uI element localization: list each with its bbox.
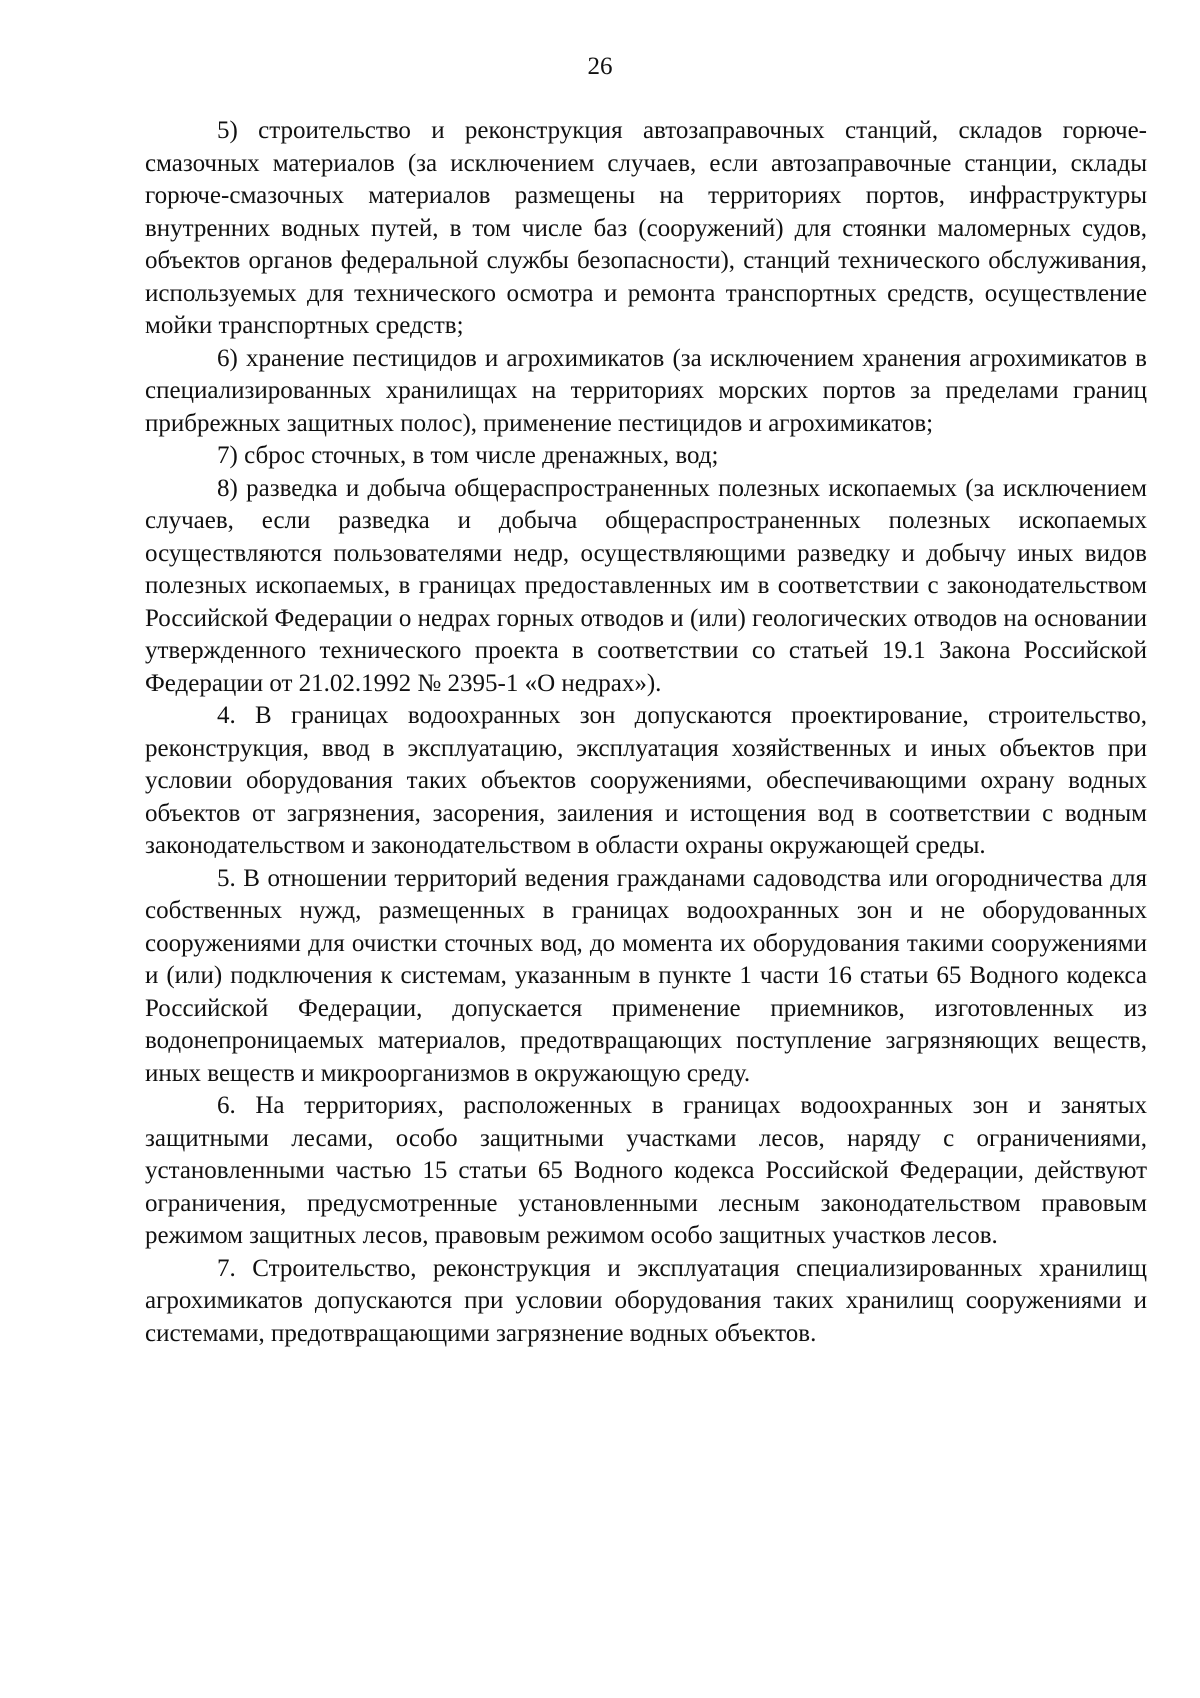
paragraph-item-5-fuel-stations: 5) строительство и реконструкция автозаправочных станций, складов горюче-смазочных материалов (за исключением случаев, если автозаправочные станции, склады горюче-смазочных материалов размещены на территориях портов, инфраструктуры внутренних водных путей, в том числе баз (сооружений) для стоянки маломерных судов, объектов органов федеральной службы безопасности), станций технического обслуживания, используемых для технического осмотра и ремонта транспортных средств, осуществление мойки транспортных средств; xyxy=(145,117,1147,339)
paragraph-clause-5: 5. В отношении территорий ведения гражданами садоводства или огородничества для собственных нужд, размещенных в границах водоохранных зон и не оборудованных сооружениями для очистки сточных вод, до момента их оборудования такими сооружениями и (или) подключения к системам, указанным в пункте 1 части 16 статьи 65 Водного кодекса Российской Федерации, допускается применение приемников, изготовленных из водонепроницаемых материалов, предотвращающих поступление загрязняющих веществ, иных веществ и микроорганизмов в окружающую среду. xyxy=(145,864,1147,1087)
paragraph-item-6-pesticides: 6) хранение пестицидов и агрохимикатов (за исключением хранения агрохимикатов в специализированных хранилищах на территориях морских портов за пределами границ прибрежных защитных полос), применение пестицидов и агрохимикатов; xyxy=(145,344,1147,437)
paragraph-item-7-wastewater: 7) сброс сточных, в том числе дренажных, вод; xyxy=(217,442,719,469)
paragraph-clause-6: 6. На территориях, расположенных в границах водоохранных зон и занятых защитными лесами, особо защитными участками лесов, наряду с ограничениями, установленными частью 15 статьи 65 Водного кодекса Российской Федерации, действуют ограничения, предусмотренные установленными лесным законодательством правовым режимом защитных лесов, правовым режимом особо защитных участков лесов. xyxy=(145,1092,1147,1249)
paragraph-item-8-mining: 8) разведка и добыча общераспространенных полезных ископаемых (за исключением случаев, если разведка и добыча общераспространенных полезных ископаемых осуществляются пользователями недр, осуществляющими разведку и добычу иных видов полезных ископаемых, в границах предоставленных им в соответствии с законодательством Российской Федерации о недрах горных отводов и (или) геологических отводов на основании утвержденного технического проекта в соответствии со статьей 19.1 Закона Российской Федерации от 21.02.1992 № 2395-1 «О недрах»). xyxy=(145,474,1147,697)
paragraph-clause-7: 7. Строительство, реконструкция и эксплуатация специализированных хранилищ агрохимикатов допускаются при условии оборудования таких хранилищ сооружениями и системами, предотвращающими загрязнение водных объектов. xyxy=(145,1254,1147,1347)
document-body xyxy=(145,115,1147,1350)
page-number: 26 xyxy=(587,53,613,80)
paragraph-clause-4: 4. В границах водоохранных зон допускаются проектирование, строительство, реконструкция, ввод в эксплуатацию, эксплуатация хозяйственных и иных объектов при условии оборудования таких объектов сооружениями, обеспечивающими охрану водных объектов от загрязнения, засорения, заиления и истощения вод в соответствии с водным законодательством и законодательством в области охраны окружающей среды. xyxy=(145,702,1147,859)
